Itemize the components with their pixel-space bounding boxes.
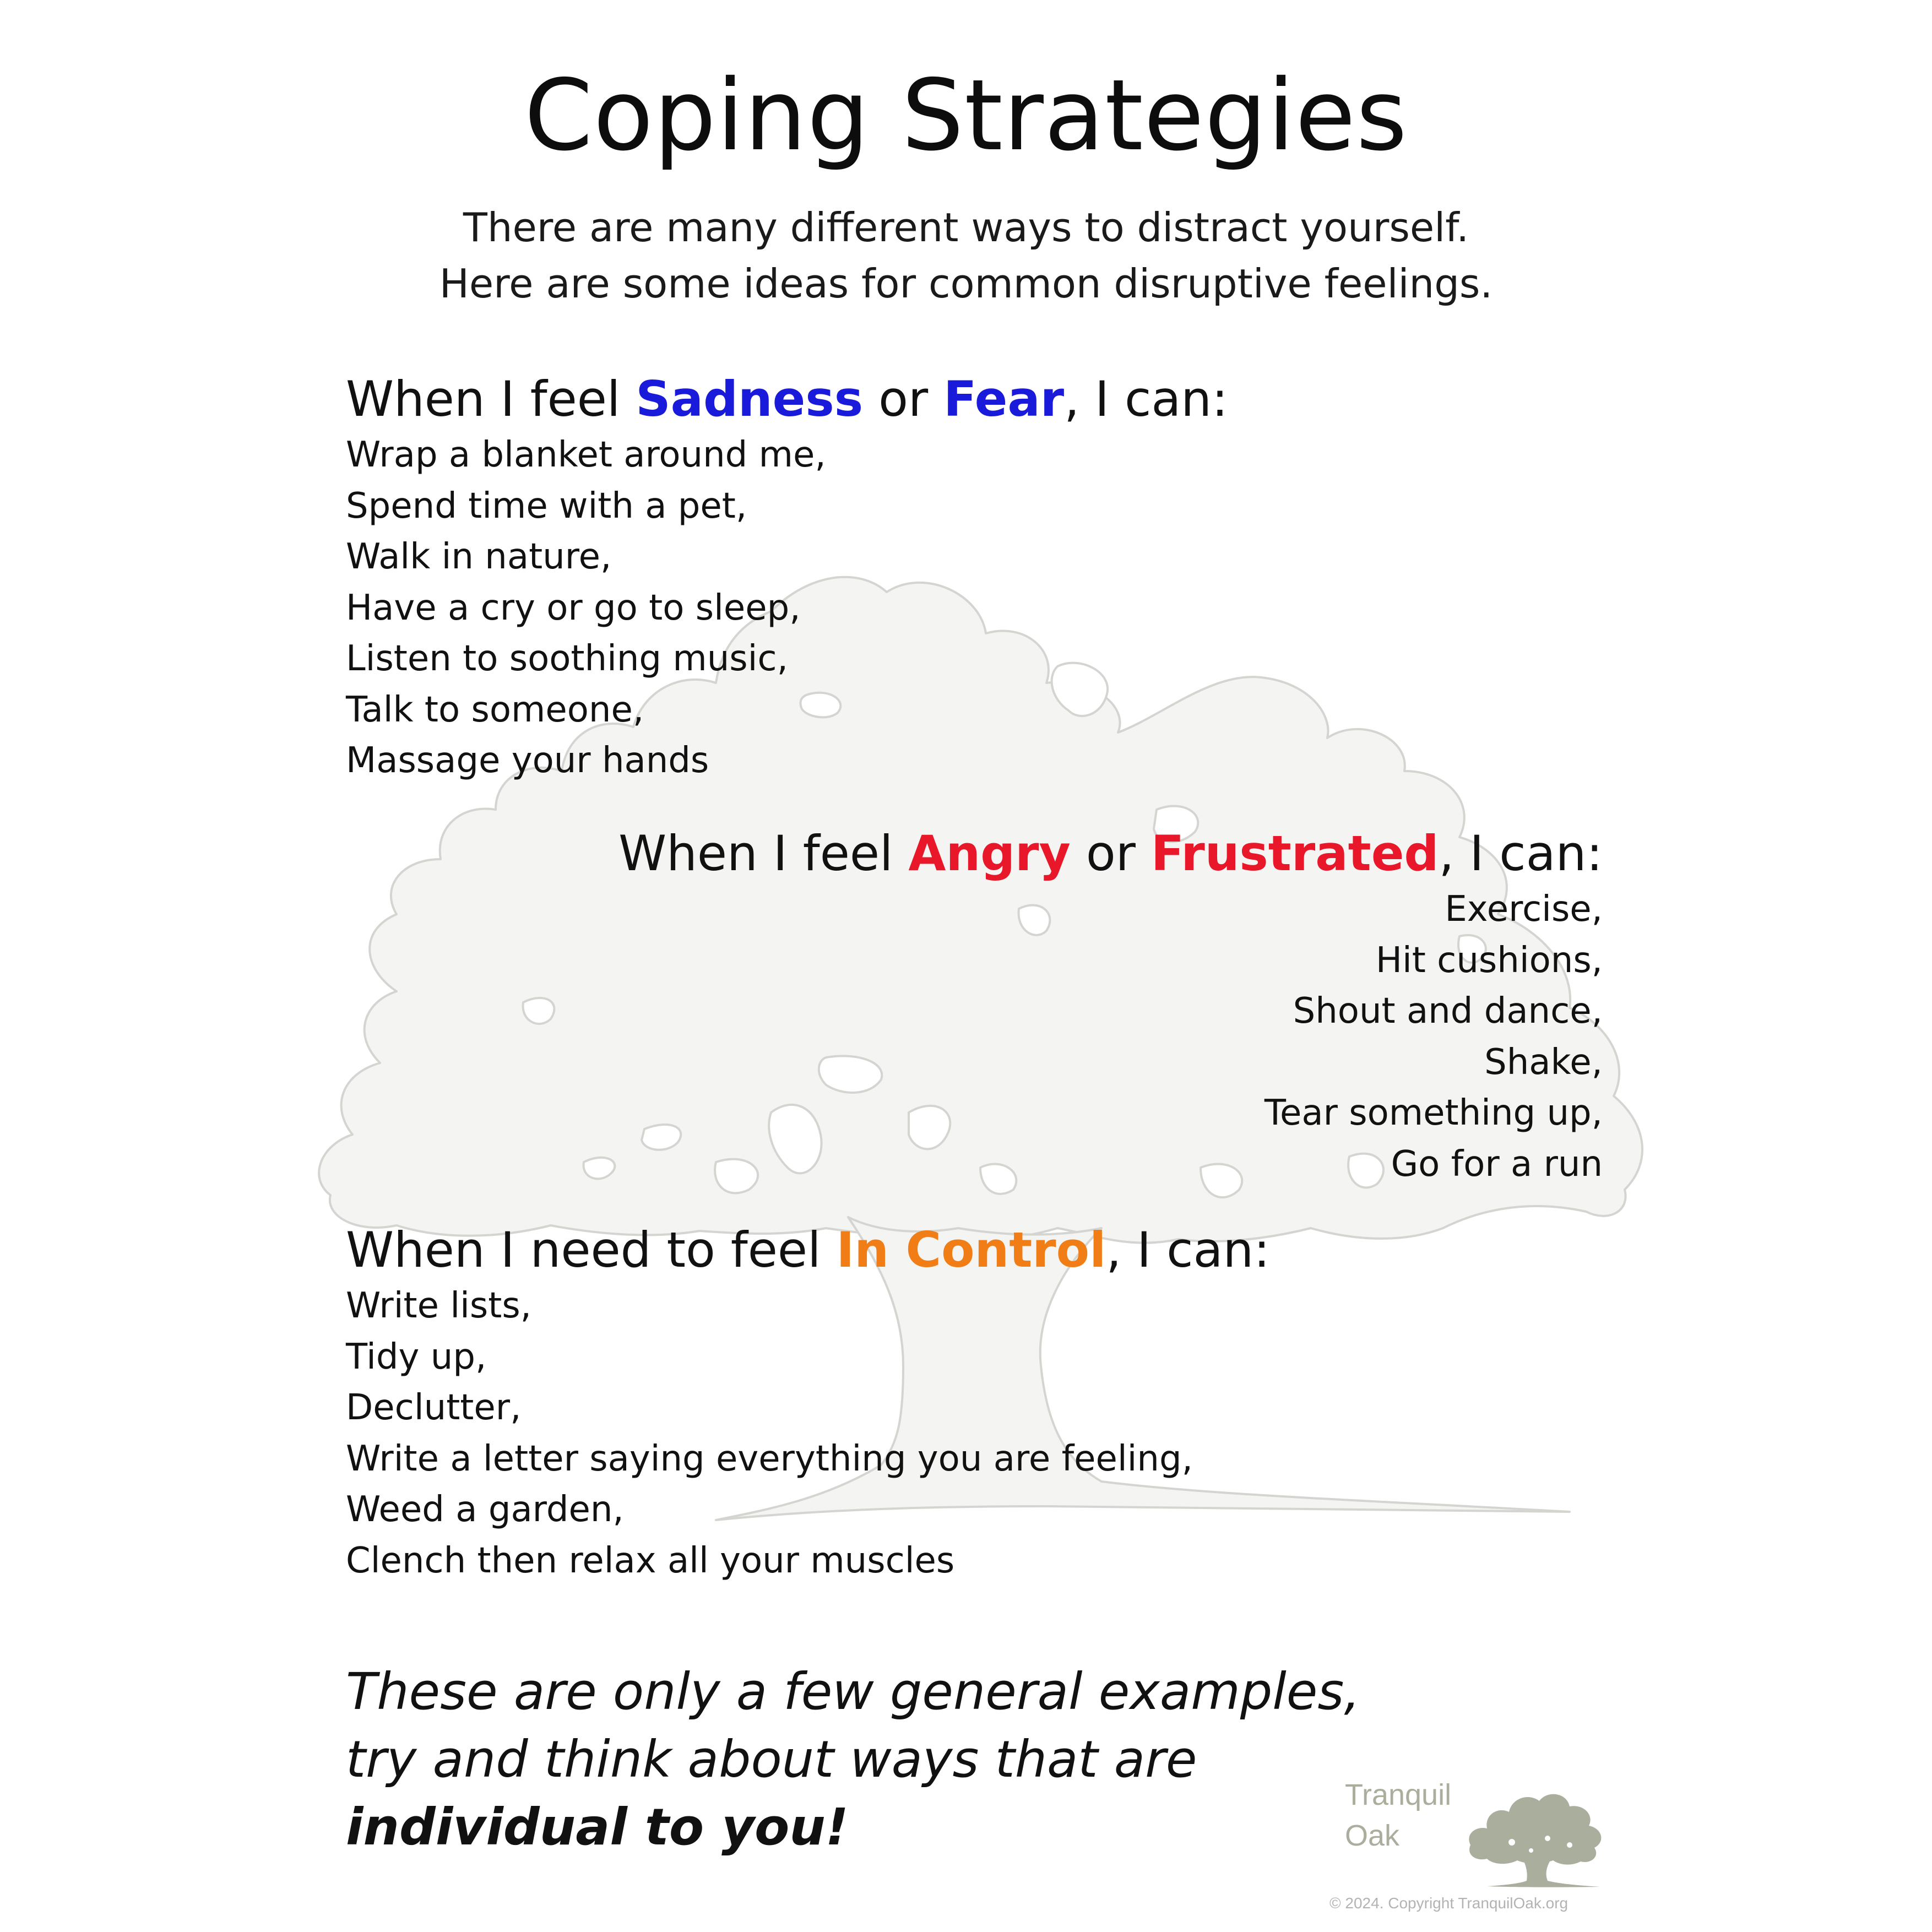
list-item: Have a cry or go to sleep,	[346, 587, 801, 628]
heading-connector: or	[1070, 825, 1151, 882]
list-item: Hit cushions,	[1375, 940, 1603, 981]
section-sadness-fear	[346, 369, 1602, 786]
keyword-sadness: Sadness	[636, 371, 864, 427]
logo-name-line: Oak	[1345, 1819, 1400, 1852]
intro-text	[0, 199, 1932, 312]
intro-line: Here are some ideas for common disruptive feelings.	[439, 261, 1493, 307]
list-item: Massage your hands	[346, 740, 709, 781]
keyword-frustrated: Frustrated	[1150, 825, 1439, 882]
closing-line: These are only a few general examples,	[346, 1662, 1360, 1721]
heading-suffix: , I can:	[1439, 825, 1603, 882]
list-item: Write lists,	[346, 1285, 531, 1326]
list-item: Declutter,	[346, 1387, 522, 1428]
logo-name-line: Tranquil	[1345, 1778, 1452, 1811]
page-title: Coping Strategies	[524, 58, 1408, 172]
heading-prefix: When I need to feel	[346, 1222, 837, 1278]
list-item: Shake,	[1484, 1041, 1603, 1083]
heading-prefix: When I feel	[618, 825, 909, 882]
keyword-in-control: In Control	[836, 1222, 1106, 1278]
list-item: Weed a garden,	[346, 1489, 624, 1530]
list-item: Shout and dance,	[1293, 991, 1603, 1032]
list-item: Go for a run	[1391, 1143, 1603, 1185]
copyright-text: © 2024. Copyright TranquilOak.org	[1329, 1895, 1569, 1912]
strategy-list	[346, 1280, 1602, 1586]
list-item: Exercise,	[1445, 889, 1603, 930]
tranquil-oak-logo	[1327, 1773, 1614, 1928]
list-item: Walk in nature,	[346, 536, 612, 577]
heading-suffix: , I can:	[1106, 1222, 1270, 1278]
strategy-list	[330, 884, 1603, 1190]
list-item: Wrap a blanket around me,	[346, 435, 826, 475]
oak-tree-icon	[1459, 1773, 1608, 1895]
heading-prefix: When I feel	[346, 371, 636, 427]
strategy-list	[346, 430, 1602, 786]
section-heading	[346, 369, 1602, 430]
section-heading	[346, 1220, 1602, 1280]
closing-emphasis: individual to you!	[346, 1798, 849, 1857]
list-item: Tear something up,	[1264, 1093, 1603, 1133]
section-in-control	[346, 1220, 1602, 1586]
closing-message	[346, 1658, 1360, 1861]
list-item: Talk to someone,	[346, 689, 644, 730]
heading-connector: or	[863, 371, 944, 427]
list-item: Write a letter saying everything you are feeling,	[346, 1438, 1193, 1479]
closing-line: try and think about ways that are	[346, 1730, 1197, 1789]
logo-wordmark	[1345, 1774, 1451, 1856]
list-item: Spend time with a pet,	[346, 485, 747, 527]
keyword-angry: Angry	[908, 825, 1071, 882]
heading-suffix: , I can:	[1064, 371, 1228, 427]
intro-line: There are many different ways to distract yourself.	[463, 204, 1469, 251]
list-item: Clench then relax all your muscles	[346, 1540, 955, 1581]
list-item: Listen to soothing music,	[346, 638, 788, 679]
section-heading	[330, 823, 1603, 884]
section-angry-frustrated	[330, 823, 1603, 1190]
keyword-fear: Fear	[943, 371, 1065, 427]
list-item: Tidy up,	[346, 1336, 487, 1377]
